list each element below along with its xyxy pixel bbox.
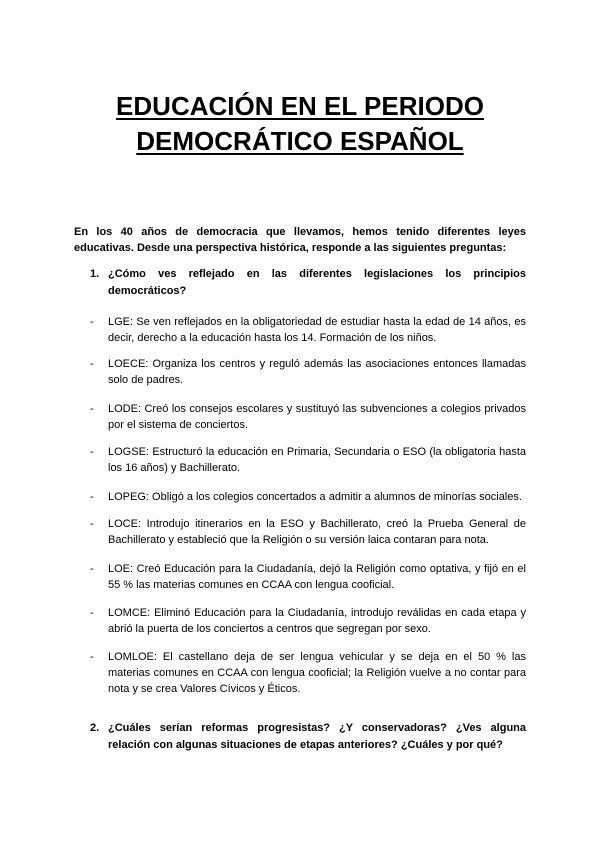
question-number: 1. (90, 268, 100, 280)
question-2 (90, 720, 526, 754)
bullet-dash: - (90, 403, 94, 415)
list-item-text: LOECE: Organiza los centros y reguló además las asociaciones entonces llamadas solo de padres. (108, 358, 526, 386)
list-item (90, 489, 526, 505)
intro-paragraph: En los 40 años de democracia que llevamos, hemos tenido diferentes leyes educativas. Desde una perspectiva histórica, responde a las siguientes preguntas: (74, 226, 526, 254)
question-text: ¿Cuáles serían reformas progresistas? ¿Y conservadoras? ¿Ves alguna relación con algunas situaciones de etapas anteriores? ¿Cuáles y por qué? (108, 722, 526, 751)
list-item (90, 561, 526, 593)
list-item-text: LOPEG: Obligó a los colegios concertados a admitir a alumnos de minorías sociales. (108, 491, 522, 503)
bullet-dash: - (90, 316, 94, 328)
list-item (90, 401, 526, 433)
list-item-text: LODE: Creó los consejos escolares y sustituyó las subvenciones a colegios privados por el sistema de conciertos. (108, 403, 526, 431)
list-item (90, 444, 526, 476)
bullet-dash: - (90, 607, 94, 619)
list-item (90, 516, 526, 548)
list-item (90, 314, 526, 346)
bullet-dash: - (90, 358, 94, 370)
document-title (0, 89, 600, 159)
list-item (90, 649, 526, 697)
bullet-dash: - (90, 446, 94, 458)
list-item-text: LGE: Se ven reflejados en la obligatoriedad de estudiar hasta la edad de 14 años, es decir, derecho a la educación hasta los 14. Formación de los niños. (108, 316, 526, 344)
list-item (90, 356, 526, 388)
title-line-1: EDUCACIÓN EN EL PERIODO (116, 91, 484, 121)
title-line-2: DEMOCRÁTICO ESPAÑOL (136, 126, 464, 156)
list-item-text: LOGSE: Estructuró la educación en Primaria, Secundaria o ESO (la obligatoria hasta los 16 años) y Bachillerato. (108, 446, 526, 474)
question-text: ¿Cómo ves reflejado en las diferentes legislaciones los principios democráticos? (108, 268, 526, 297)
question-1 (90, 266, 526, 300)
list-item-text: LOCE: Introdujo itinerarios en la ESO y Bachillerato, creó la Prueba General de Bachillerato y estableció que la Religión o su versión laica contaran para nota. (108, 518, 526, 546)
list-item-text: LOMLOE: El castellano deja de ser lengua vehicular y se deja en el 50 % las materias comunes en CCAA con lengua cooficial; la Religión vuelve a no contar para nota y se crea Valores Cívicos y Éticos. (108, 651, 526, 695)
bullet-dash: - (90, 491, 94, 503)
bullet-dash: - (90, 563, 94, 575)
list-item-text: LOE: Creó Educación para la Ciudadanía, dejó la Religión como optativa, y fijó en el 55 % las materias comunes en CCAA con lengua cooficial. (108, 563, 526, 591)
question-number: 2. (90, 722, 100, 734)
list-item-text: LOMCE: Eliminó Educación para la Ciudadanía, introdujo reválidas en cada etapa y abrió la puerta de los conciertos a centros que segregan por sexo. (108, 607, 526, 635)
bullet-dash: - (90, 651, 94, 663)
bullet-dash: - (90, 518, 94, 530)
list-item (90, 605, 526, 637)
